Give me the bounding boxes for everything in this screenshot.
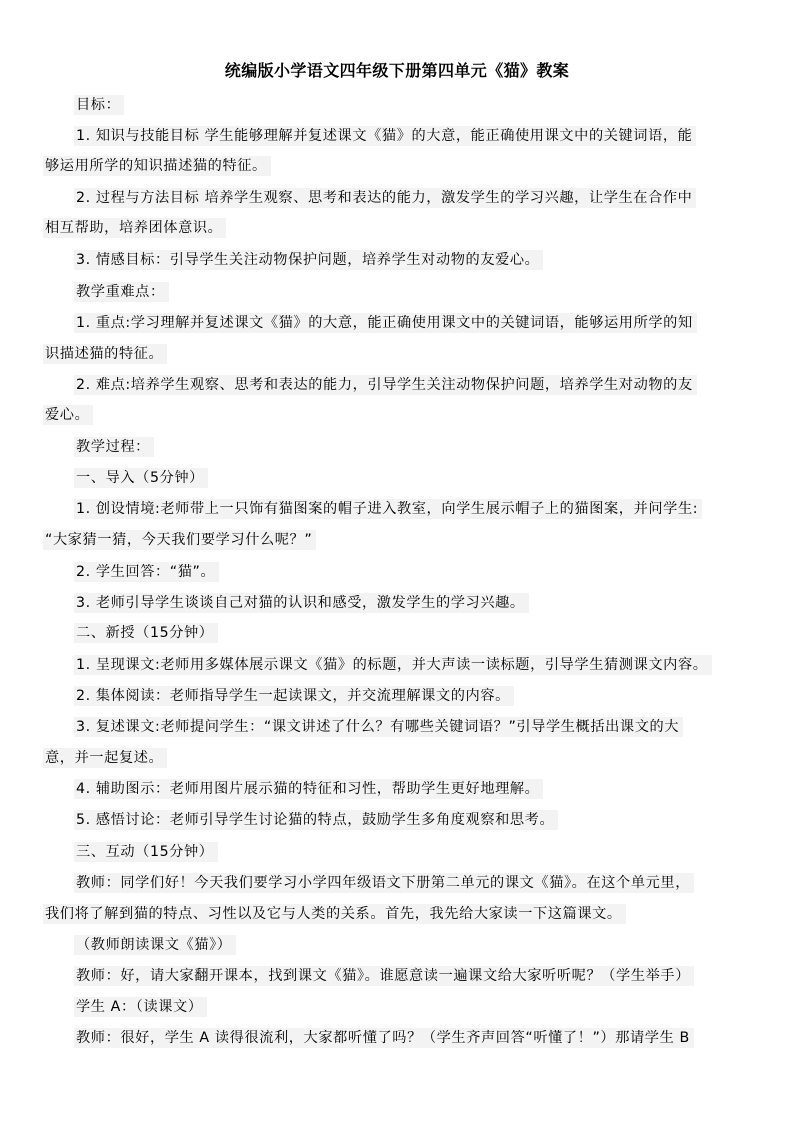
text-line: 教学过程： [74,437,154,457]
text-line: 1. 重点:学习理解并复述课文《猫》的大意，能正确使用课文中的关键词语，能够运用所学的知 [74,313,697,333]
text-line: 2. 学生回答：“猫”。 [74,562,219,582]
text-line: （教师朗读课文《猫》） [74,935,236,955]
text-line: 3. 复述课文:老师提问学生：“课文讲述了什么？有哪些关键词语？”引导学生概括出课文的大 [74,717,683,737]
text-line: 教师：好，请大家翻开课本，找到课文《猫》。谁愿意读一遍课文给大家听听呢？（学生举手） [74,966,694,986]
text-line: 1. 创设情境:老师带上一只饰有猫图案的帽子进入教室，向学生展示帽子上的猫图案，并问学生: [74,499,702,519]
text-line: 二、新授（15分钟） [74,623,218,643]
text-line: 教师：同学们好！今天我们要学习小学四年级语文下册第二单元的课文《猫》。在这个单元里， [74,873,694,893]
text-line: 教学重难点： [74,282,169,302]
text-line: 2. 过程与方法目标 培养学生观察、思考和表达的能力，激发学生的学习兴趣，让学生在合作中 [74,188,696,208]
text-line: 爱心。 [43,405,93,425]
text-line: 相互帮助，培养团体意识。 [43,218,226,238]
text-line: 3. 情感目标：引导学生关注动物保护问题，培养学生对动物的友爱心。 [74,250,543,270]
text-line: 一、导入（5分钟） [74,468,208,488]
text-line: 三、互动（15分钟） [74,842,218,862]
text-line: 识描述猫的特征。 [43,344,167,364]
text-line: 够运用所学的知识描述猫的特征。 [43,156,271,176]
text-line: 1. 知识与技能目标 学生能够理解并复述课文《猫》的大意，能正确使用课文中的关键词语，能 [74,126,696,146]
text-line: 学生 A：（读课文） [74,997,207,1017]
text-line: 目标： [74,95,124,115]
text-line: “大家猜一猜，今天我们要学习什么呢？” [43,530,316,550]
text-line: 5. 感悟讨论：老师引导学生讨论猫的特点，鼓励学生多角度观察和思考。 [74,810,558,830]
text-line: 我们将了解到猫的特点、习性以及它与人类的关系。首先，我先给大家读一下这篇课文。 [43,904,626,924]
text-line: 4. 辅助图示：老师用图片展示猫的特征和习性，帮助学生更好地理解。 [74,779,543,799]
text-line: 意，并一起复述。 [43,748,167,768]
text-line: 1. 呈现课文:老师用多媒体展示课文《猫》的标题，并大声读一读标题，引导学生猜测课文内容。 [74,655,712,675]
text-line: 2. 难点:培养学生观察、思考和表达的能力，引导学生关注动物保护问题，培养学生对动物的友 [74,375,697,395]
text-line: 教师：很好，学生 A 读得很流利，大家都听懂了吗？（学生齐声回答“听懂了！”）那请学生 B [74,1028,694,1048]
document-title: 统编版小学语文四年级下册第四单元《猫》教案 [224,61,570,80]
text-line: 3. 老师引导学生谈谈自己对猫的认识和感受，激发学生的学习兴趣。 [74,593,529,613]
text-line: 2. 集体阅读：老师指导学生一起读课文，并交流理解课文的内容。 [74,686,514,706]
